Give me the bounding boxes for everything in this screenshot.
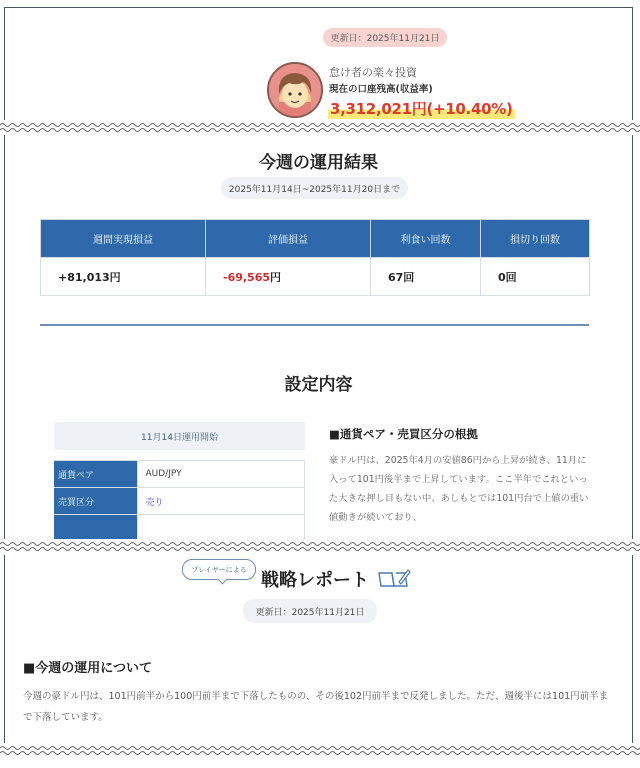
realized-pl-value: +81,013円 — [41, 258, 206, 296]
unrealized-pl-cell — [206, 258, 371, 296]
table-row — [54, 488, 305, 515]
updated-date-badge: 更新日：2025年11月21日 — [323, 28, 447, 47]
settings-table — [54, 460, 305, 539]
balance-value: 3,312,021円(+10.40%) — [330, 100, 513, 118]
setting-row-label — [54, 515, 137, 540]
stop-loss-count-value: 0回 — [481, 258, 590, 296]
operation-text: 今週の豪ドル円は、101円前半から100円前半まで下落したものの、その後102円前半まで反発しました。ただ、週後半には101円前半まで下落しています。 — [23, 691, 609, 723]
strategy-report-panel — [4, 555, 633, 743]
take-profit-count-value: 67回 — [371, 258, 481, 296]
col-realized-pl: 週間実現損益 — [41, 220, 206, 258]
table-header-row — [41, 220, 590, 258]
col-take-profit-count: 利食い回数 — [371, 220, 481, 258]
rationale-heading: ■通貨ペア・売買区分の根拠 — [329, 427, 478, 441]
rationale-text: 豪ドル円は、2025年4月の安値86円から上昇が続き、11月に入って101円後半まで上昇しています。ここ半年でこれといった大きな押し目もない中、あしもとでは101円台で上値の重い値動きが続いており、 — [329, 455, 589, 523]
settings-title: 設定内容 — [284, 375, 353, 395]
weekly-results-title: 今週の運用結果 — [259, 153, 378, 173]
currency-pair-value: AUD/JPY — [137, 461, 305, 488]
section-break — [0, 540, 640, 554]
currency-pair-label: 通貨ペア — [54, 461, 137, 488]
col-unrealized-pl: 評価損益 — [206, 220, 371, 258]
start-date-label: 11月14日運用開始 — [54, 422, 305, 450]
section-break — [0, 121, 640, 135]
section-break — [0, 744, 640, 758]
profile-name: 怠け者の楽々投資 — [329, 66, 417, 79]
balance-label: 現在の口座残高(収益率) — [329, 84, 433, 95]
account-summary-panel — [4, 7, 633, 120]
setting-row-value — [137, 515, 305, 540]
trade-type-label: 売買区分 — [54, 488, 137, 515]
divider — [40, 324, 589, 326]
unrealized-pl-value: -69,565 — [223, 270, 271, 284]
table-row — [41, 258, 590, 296]
period-badge: 2025年11月14日~2025年11月20日まで — [221, 177, 408, 199]
weekly-results-table — [40, 219, 590, 296]
player-badge: プレイヤーによる — [182, 559, 256, 580]
unrealized-pl-unit: 円 — [270, 270, 282, 284]
operation-heading: ■今週の運用について — [23, 661, 153, 676]
table-row — [54, 515, 305, 540]
avatar-face-icon — [269, 64, 321, 116]
trade-type-value: 売り — [137, 488, 305, 515]
col-stop-loss-count: 損切り回数 — [481, 220, 590, 258]
report-title: 戦略レポート — [261, 570, 369, 591]
weekly-results-panel — [4, 135, 633, 539]
avatar — [267, 62, 323, 118]
book-pen-icon — [377, 567, 411, 589]
report-updated-badge: 更新日：2025年11月21日 — [243, 599, 377, 623]
table-row — [54, 461, 305, 488]
